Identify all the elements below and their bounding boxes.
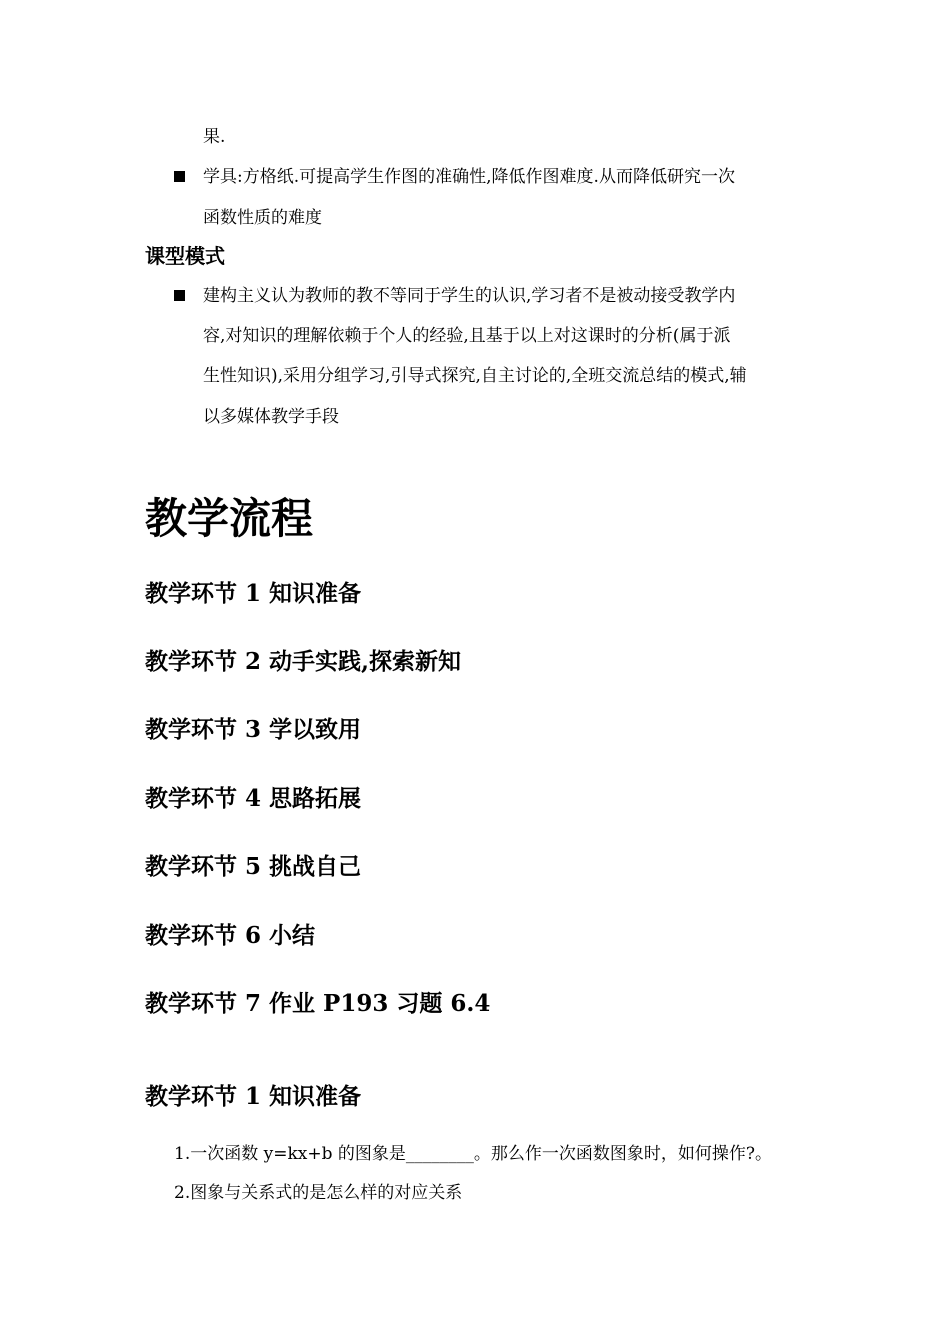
bullet-text-continuation: 以多媒体教学手段: [203, 407, 339, 427]
square-bullet-icon: [174, 171, 185, 182]
bullet-text: 学具:方格纸.可提高学生作图的准确性,降低作图难度.从而降低研究一次: [203, 167, 735, 187]
detail-heading: 教学环节 1 知识准备: [145, 1083, 362, 1110]
bullet-text-continuation: 函数性质的难度: [203, 208, 322, 228]
step-heading-1: 教学环节 1 知识准备: [145, 580, 362, 607]
step-heading-3: 教学环节 3 学以致用: [145, 716, 362, 743]
section-heading-model: 课型模式: [145, 244, 225, 268]
step-heading-7: 教学环节 7 作业 P193 习题 6.4: [145, 990, 491, 1017]
bullet-text-continuation: 生性知识),采用分组学习,引导式探究,自主讨论的,全班交流总结的模式,辅: [203, 366, 747, 386]
bullet-text: 建构主义认为教师的教不等同于学生的认识,学习者不是被动接受教学内: [203, 286, 736, 306]
step-heading-6: 教学环节 6 小结: [145, 922, 316, 949]
step-heading-4: 教学环节 4 思路拓展: [145, 785, 362, 812]
question-1: 1.一次函数 y=kx+b 的图象是________。那么作一次函数图象时，如何操作?。: [174, 1144, 773, 1164]
main-heading: 教学流程: [145, 494, 314, 543]
step-heading-5: 教学环节 5 挑战自己: [145, 853, 362, 880]
bullet-text-continuation: 容,对知识的理解依赖于个人的经验,且基于以上对这课时的分析(属于派: [203, 326, 731, 346]
question-2: 2.图象与关系式的是怎么样的对应关系: [174, 1183, 463, 1203]
step-heading-2: 教学环节 2 动手实践,探索新知: [145, 648, 462, 675]
text-continuation: 果.: [203, 127, 226, 147]
square-bullet-icon: [174, 290, 185, 301]
